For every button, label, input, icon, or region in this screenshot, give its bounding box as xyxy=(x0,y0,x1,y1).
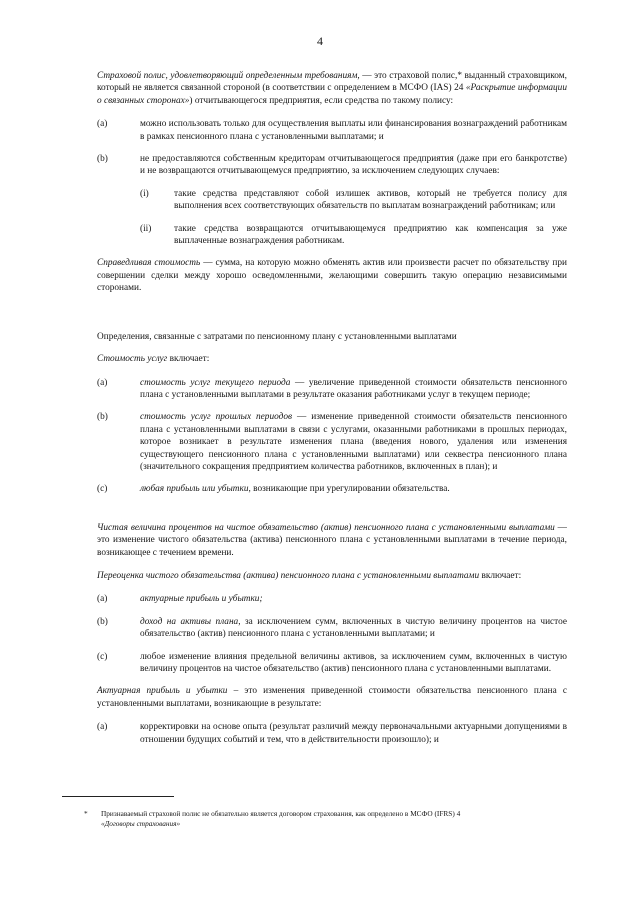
list-item-text: можно использовать только для осуществления выплаты или финансирования вознаграждений работникам в рамках пенсионного плана с установленными выплатами; и xyxy=(140,119,567,142)
term: любая прибыль или убытки xyxy=(140,484,249,495)
list-item-text: любое изменение влияния предельной величины активов, за исключением сумм, включенных в чистую величину процентов на чистое обязательство (актив) пенсионного плана с установленными выплатами. xyxy=(140,651,567,674)
list-marker: (a) xyxy=(97,119,108,130)
term: Страховой полис, удовлетворяющий определенным требованиям, xyxy=(97,71,360,81)
qualifying-insurance-policy-definition xyxy=(97,70,567,107)
term: Переоценка чистого обязательства (актива) пенсионного плана с установленными выплатами xyxy=(97,570,480,581)
list-item xyxy=(97,118,567,143)
list-item-text: , за исключением сумм, включенных в чистую величину процентов на чистое обязательство (актив) пенсионного плана с установленными выплатами; и xyxy=(140,616,567,640)
standard-reference: «Раскрытие информации о связанных сторонах» xyxy=(97,83,567,106)
footnote-marker: * xyxy=(84,809,88,818)
list-item xyxy=(97,411,567,473)
term: Справедливая стоимость xyxy=(97,258,201,269)
definition-text: ) отчитывающегося предприятия, если средства по такому полису: xyxy=(189,95,454,106)
list-marker: (b) xyxy=(97,412,108,423)
definition-text: — сумма, на которую можно обменять актив или произвести расчет по обязательству при совершении сделки между хорошо осведомленными, желающими совершить такую операцию независимыми сторонами. xyxy=(97,258,567,294)
list-item xyxy=(97,651,567,676)
term: актуарные прибыль и убытки; xyxy=(140,594,263,605)
list-item xyxy=(97,721,567,746)
footnote xyxy=(84,809,554,829)
list-item xyxy=(97,616,567,641)
page-number: 4 xyxy=(317,34,323,48)
list-item xyxy=(97,377,567,402)
list-marker: (a) xyxy=(97,722,108,733)
fair-value-definition xyxy=(97,257,567,294)
list-item-text: — изменение приведенной стоимости обязательств пенсионного плана с установленными выплатами в связи с услугами, оказанными работниками в прошлых периодах, которое возникает в результате изменения плана (введения нового, удаления или изменения существующего пенсионного плана с установленными выплатами) или секвестра пенсионного плана (значительного сокращения предприятием количества работников, включенных в план); и xyxy=(140,412,568,472)
definition-text: включает: xyxy=(167,354,210,365)
list-item-text: — увеличение приведенной стоимости обязательств пенсионного плана с установленными выплатами в результате оказания работниками услуг в текущем периоде; xyxy=(140,377,567,400)
list-item xyxy=(97,153,567,178)
footnote-text: Признаваемый страховой полис не обязательно является договором страхования, как определено в МСФО (IFRS) 4 xyxy=(101,809,461,818)
sub-list-item xyxy=(140,188,567,213)
list-item xyxy=(97,593,567,605)
definition-text: — это изменение чистого обязательства (актива) пенсионного плана с установленными выплатами в течение периода, возникающее с течением времени. xyxy=(97,522,567,558)
footnote-separator xyxy=(62,796,174,797)
list-marker: (c) xyxy=(97,651,108,662)
term: Стоимость услуг xyxy=(97,354,168,365)
list-marker: (a) xyxy=(97,377,108,388)
footnote-reference: «Договоры страхования» xyxy=(101,819,181,828)
list-item-text: такие средства возвращаются отчитывающемуся предприятию как компенсация за уже выплаченные вознаграждения работникам. xyxy=(174,223,567,247)
list-item-text: корректировки на основе опыта (результат различий между первоначальными актуарными допущениями в отношении будущих событий и тем, что в действительности произошло); и xyxy=(140,722,567,745)
term: стоимость услуг текущего периода xyxy=(140,377,291,388)
term: доход на активы плана xyxy=(140,616,239,627)
term: стоимость услуг прошлых периодов xyxy=(140,412,293,423)
list-marker: (c) xyxy=(97,484,108,495)
list-item-text: , возникающие при урегулировании обязательства. xyxy=(248,484,450,495)
page-content xyxy=(97,70,567,756)
net-interest-definition xyxy=(97,522,567,559)
definition-text: — это страховой полис,* выданный страховщиком, который не является связанной стороной (в соответствии с определением в МСФО (IAS) 24 xyxy=(97,71,567,94)
definition-text: – это изменения приведенной стоимости обязательства пенсионного плана с установленными выплатами, возникающие в результате: xyxy=(97,686,568,709)
list-marker: (i) xyxy=(140,188,149,199)
list-item xyxy=(97,483,567,495)
term: Актуарная прибыль и убытки xyxy=(97,686,228,697)
term: Чистая величина процентов на чистое обязательство (актив) пенсионного плана с установленными выплатами xyxy=(97,522,555,533)
remeasurement-definition xyxy=(97,570,567,582)
service-cost-definition xyxy=(97,353,567,365)
list-marker: (ii) xyxy=(140,223,152,234)
actuarial-gains-losses-definition xyxy=(97,685,567,710)
list-marker: (b) xyxy=(97,616,108,627)
list-item-text: не предоставляются собственным кредиторам отчитывающегося предприятия (даже при его банкротстве) и не возвращаются отчитывающемуся предприятию, за исключением следующих случаев: xyxy=(140,154,567,177)
list-marker: (a) xyxy=(97,594,108,605)
definition-text: включает: xyxy=(479,570,522,581)
section-heading: Определения, связанные с затратами по пенсионному плану с установленными выплатами xyxy=(97,331,457,342)
list-marker: (b) xyxy=(97,154,108,165)
list-item-text: такие средства представляют собой излишек активов, который не требуется полису для выполнения всех соответствующих обязательств по выплатам вознаграждений работникам; или xyxy=(174,188,567,212)
sub-list-item xyxy=(140,223,567,248)
